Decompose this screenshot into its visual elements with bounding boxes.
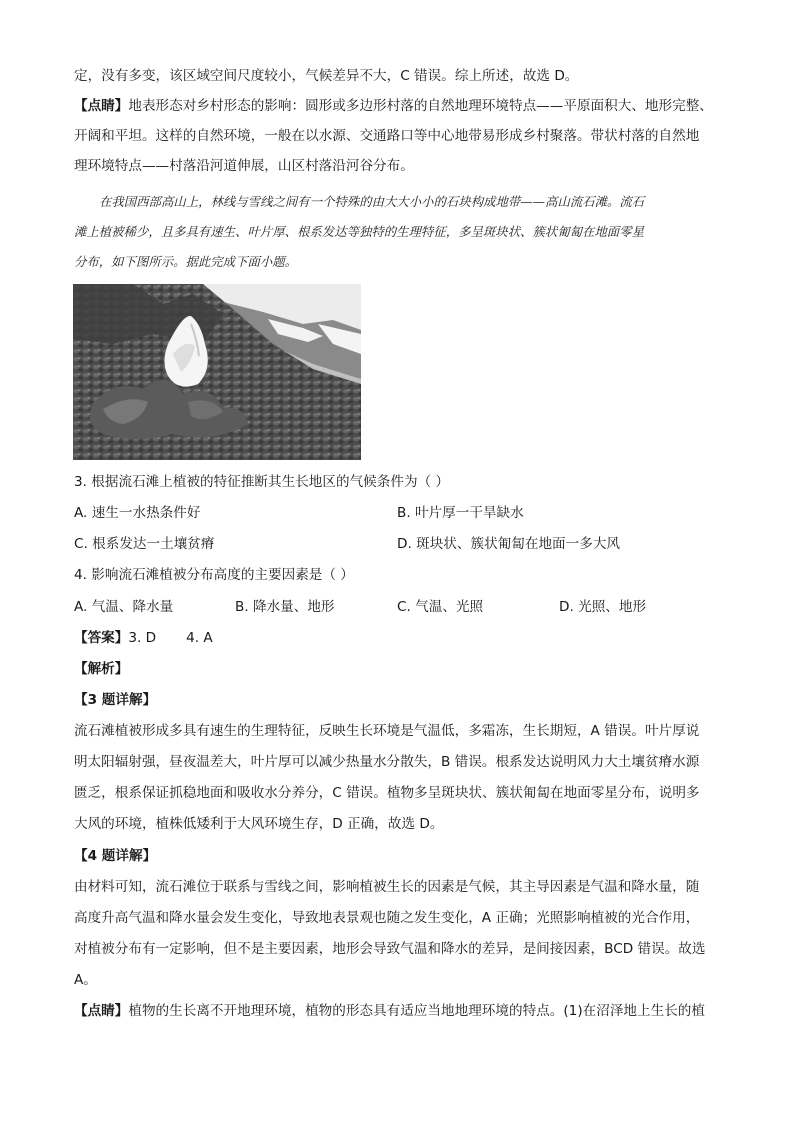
prev-answer-line: 定，没有多变，该区域空间尺度较小，气候差异不大，C 错误。综上所述，故选 D。 bbox=[74, 68, 579, 84]
question-4-option-a: A. 气温、降水量 bbox=[74, 599, 174, 615]
dianjing-2-text: 植物的生长离不开地理环境，植物的形态具有适应当地地理环境的特点。(1)在沼泽地上生长的植 bbox=[128, 1003, 705, 1019]
question-3-option-a: A. 速生一水热条件好 bbox=[74, 505, 201, 521]
material-line-1: 在我国西部高山上，林线与雪线之间有一个特殊的由大大小小的石块构成地带——高山流石滩。流石 bbox=[99, 194, 645, 209]
detail-3-line-3: 匮乏，根系保证抓稳地面和吸收水分养分，C 错误。植物多呈斑块状、簇状匍匐在地面零星分布，说明多 bbox=[74, 785, 700, 801]
detail-3-line-2: 明太阳辐射强，昼夜温差大，叶片厚可以减少热量水分散失，B 错误。根系发达说明风力大土壤贫瘠水源 bbox=[74, 754, 700, 770]
question-3-option-b: B. 叶片厚一干旱缺水 bbox=[397, 505, 524, 521]
dianjing-tag: 【点睛】 bbox=[74, 98, 129, 114]
detail-4-line-2: 高度升高气温和降水量会发生变化，导致地表景观也随之发生变化，A 正确；光照影响植被的光合作用， bbox=[74, 910, 700, 926]
question-3-stem: 3. 根据流石滩上植被的特征推断其生长地区的气候条件为（ ） bbox=[74, 474, 450, 490]
question-3-option-c: C. 根系发达一土壤贫瘠 bbox=[74, 536, 215, 552]
answer-4: 4. A bbox=[186, 630, 213, 646]
answer-3: 3. D bbox=[128, 630, 157, 646]
dianjing-2-tag: 【点睛】 bbox=[74, 1003, 129, 1019]
question-4-option-d: D. 光照、地形 bbox=[559, 599, 647, 615]
question-4-stem: 4. 影响流石滩植被分布高度的主要因素是（ ） bbox=[74, 567, 354, 583]
answer-line bbox=[74, 628, 724, 648]
dianjing-2-line-1 bbox=[74, 1001, 724, 1021]
scree-vegetation-photo bbox=[73, 284, 361, 460]
question-3-option-d: D. 斑块状、簇状匍匐在地面一多大风 bbox=[397, 536, 621, 552]
dianjing-1-line-3: 理环境特点——村落沿河道伸展，山区村落沿河谷分布。 bbox=[74, 158, 414, 174]
detail-4-heading bbox=[74, 846, 724, 866]
analysis-heading bbox=[74, 659, 724, 679]
analysis-tag: 【解析】 bbox=[74, 661, 129, 677]
detail-4-line-1: 由材料可知，流石滩位于联系与雪线之间，影响植被生长的因素是气候，其主导因素是气温和降水量，随 bbox=[74, 879, 700, 895]
answer-tag: 【答案】 bbox=[74, 630, 129, 646]
detail-4-line-4: A。 bbox=[74, 972, 97, 988]
material-line-3: 分布，如下图所示。据此完成下面小题。 bbox=[74, 254, 298, 269]
detail-3-line-4: 大风的环境，植株低矮利于大风环境生存，D 正确，故选 D。 bbox=[74, 816, 444, 832]
detail-3-heading bbox=[74, 690, 724, 710]
dianjing-1-line-2: 开阔和平坦。这样的自然环境，一般在以水源、交通路口等中心地带易形成乡村聚落。带状村落的自然地 bbox=[74, 128, 700, 144]
question-4-option-c: C. 气温、光照 bbox=[397, 599, 484, 615]
dianjing-1-line-1 bbox=[74, 96, 724, 116]
question-4-option-b: B. 降水量、地形 bbox=[235, 599, 335, 615]
detail-4-tag: 【4 题详解】 bbox=[74, 848, 157, 864]
detail-4-line-3: 对植被分布有一定影响，但不是主要因素，地形会导致气温和降水的差异，是间接因素，BCD 错误。故选 bbox=[74, 941, 706, 957]
detail-3-tag: 【3 题详解】 bbox=[74, 692, 157, 708]
detail-3-line-1: 流石滩植被形成多具有速生的生理特征，反映生长环境是气温低，多霜冻，生长期短，A 错误。叶片厚说 bbox=[74, 723, 700, 739]
material-line-2: 滩上植被稀少，且多具有速生、叶片厚、根系发达等独特的生理特征，多呈斑块状、簇状匍匐在地面零星 bbox=[74, 224, 644, 239]
dianjing-1-text: 地表形态对乡村形态的影响：圆形或多边形村落的自然地理环境特点——平原面积大、地形完整、 bbox=[128, 98, 713, 114]
